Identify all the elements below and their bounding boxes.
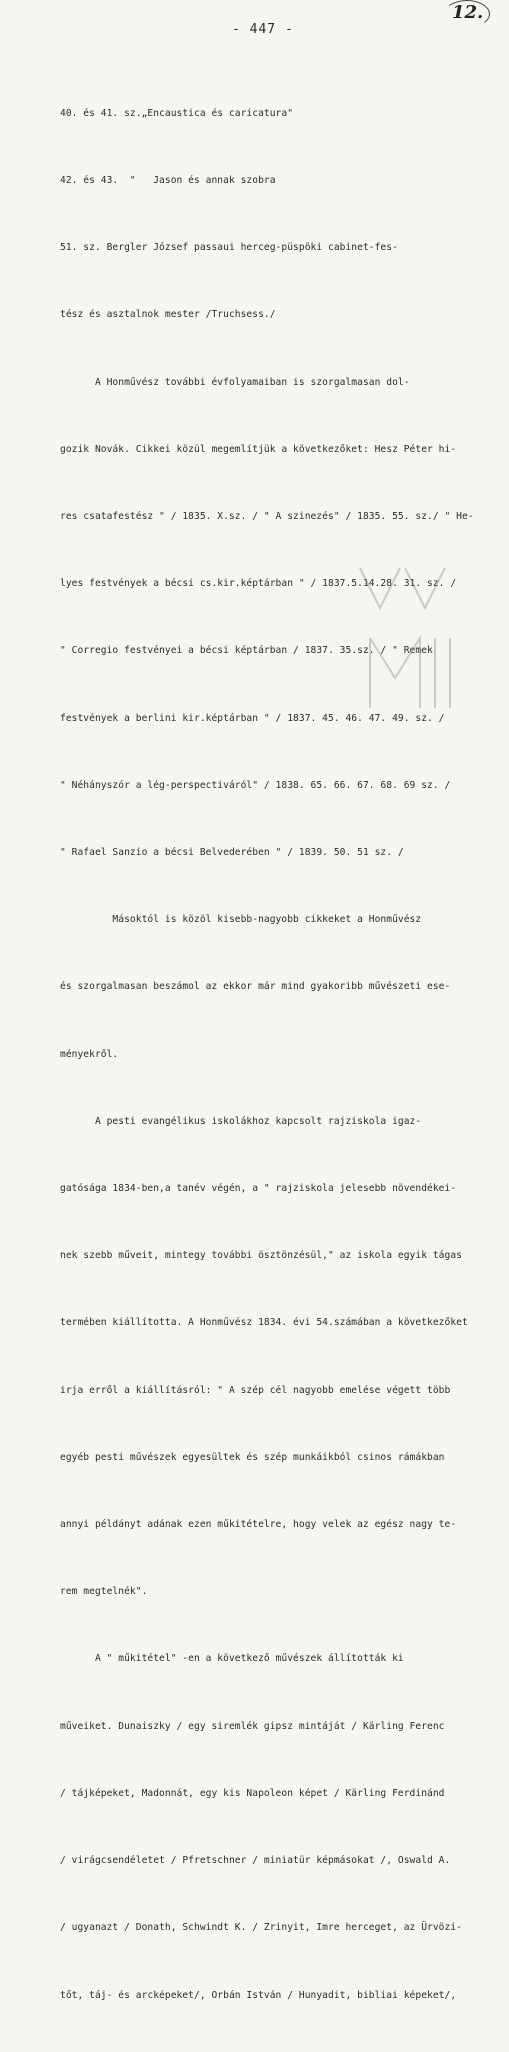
sheet-number: 12. (452, 2, 484, 23)
text-line: " Néhányszór a lég-perspectiváról" / 1838. 65. 66. 67. 68. 69 sz. / (60, 779, 451, 791)
text-line: A " műkitétel" -en a következő művészek állították ki (60, 1653, 404, 1665)
text-line: annyi példányt adának ezen műkitételre, hogy velek az egész nagy te- (60, 1519, 457, 1531)
text-line: gozik Novák. Cikkei közül megemlítjük a következőket: Hesz Péter hi- (60, 443, 457, 455)
text-line: 42. és 43. " Jason és annak szobra (60, 175, 276, 187)
text-line: A pesti evangélikus iskolákhoz kapcsolt rajziskola igaz- (60, 1115, 422, 1127)
text-line: műveiket. Dunaiszky / egy siremlék gipsz mintáját / Kärling Ferenc (60, 1720, 445, 1732)
text-line: rem megtelnék". (60, 1586, 148, 1598)
text-line: A Honművész további évfolyamaiban is szorgalmasan dol- (60, 376, 410, 388)
text-line: festvények a berlini kir.képtárban " / 1837. 45. 46. 47. 49. sz. / (60, 712, 445, 724)
text-line: " Corregio festvényei a bécsi képtárban / 1837. 35.sz. / " Remek (60, 645, 433, 657)
text-line: tész és asztalnok mester /Truchsess./ (60, 309, 276, 321)
text-line: " Rafael Sanzio a bécsi Belvederében " / 1839. 50. 51 sz. / (60, 847, 404, 859)
document-body (60, 58, 480, 2052)
text-line: 51. sz. Bergler József passaui herceg-püspöki cabinet-fes- (60, 242, 398, 254)
text-line: Másoktól is közöl kisebb-nagyobb cikkeket a Honművész (60, 914, 422, 926)
text-line: nek szebb műveit, mintegy további ösztönzésül," az iskola egyik tágas (60, 1250, 462, 1262)
text-line: irja erről a kiállításról: " A szép cél nagyobb emelése végett több (60, 1384, 451, 1396)
text-line: és szorgalmasan beszámol az ekkor már mind gyakoribb művészeti ese- (60, 981, 451, 993)
page-number: - 447 - (232, 22, 294, 37)
text-line: lyes festvények a bécsi cs.kir.képtárban " / 1837.5.14.28. 31. sz. / (60, 578, 457, 590)
text-line: / virágcsendéletet / Pfretschner / miniatür képmásokat /, Oswald A. (60, 1855, 451, 1867)
text-line: egyéb pesti művészek egyesültek és szép munkáikból csinos rámákban (60, 1451, 445, 1463)
text-line: res csatafestész " / 1835. X.sz. / " A szinezés" / 1835. 55. sz./ " He- (60, 511, 474, 523)
text-line: gatósága 1834-ben,a tanév végén, a " rajziskola jelesebb növendékei- (60, 1183, 457, 1195)
text-line: termében kiállította. A Honművész 1834. évi 54.számában a következőket (60, 1317, 468, 1329)
text-line: ményekről. (60, 1048, 119, 1060)
text-line: tőt, táj- és arcképeket/, Orbán István / Hunyadit, bibliai képeket/, (60, 1989, 457, 2001)
text-line: / tájképeket, Madonnát, egy kis Napoleon képet / Kärling Ferdinánd (60, 1787, 445, 1799)
text-line: / ugyanazt / Donath, Schwindt K. / Zrinyit, Imre herceget, az Ürvözi- (60, 1922, 462, 1934)
text-line: 40. és 41. sz.„Encaustica és caricatura" (60, 107, 294, 119)
